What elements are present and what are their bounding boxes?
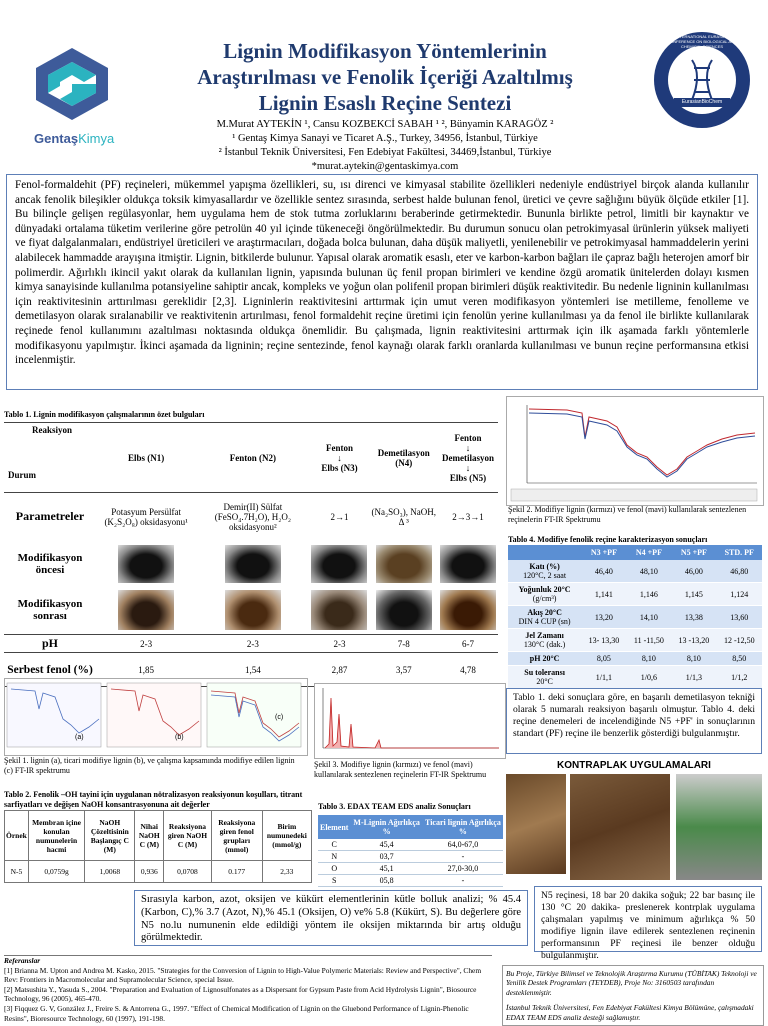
- table1-corner: [4, 423, 96, 493]
- table4-cell: 1/1,3: [671, 666, 716, 689]
- table1-col-n5-arrow1: ↓: [465, 442, 471, 453]
- abstract-box: Fenol-formaldehit (PF) reçineleri, mükemmel yapışma özellikleri, su, ısı direnci ve kimyasal stabilite özellikleri nedeniyle endüstriyel birçok alanda kullanılır ancak fenolik bileşikler oldukça toksik kimyasallardır ve özellikle sentez sırasında, serbest halde bulunan fenol, üretici ve çevre sağlığını büyük ölçüde etkiler [1]. Bu bilinçle gelişen regülasyonlar, hem uygulama hem de stok tutma zorluklarını beraberinde getirmektedir. Bununla birlikte petrol, limitli bir kaynaktır ve dünyadaki ortalama tüketim verilerine göre petrolün 40 yıl içinde tükeneceği öngörülmektedir. Bu durumun sonucu olan petrokimyasal ürünlerin yüksek maliyeti ve fiyat dalgalanmaları, endüstriyel üreticileri ve araştırmacıları, doğada bolca bulunan, daha düşük maliyetli, yenilenebilir ve petrokimyasal hammaddelerin yerini alabilecek hammadde arayışına itmiştir. Lignin, bitkilerde bulunur. Yapısal olarak aromatik esaslı, eter ve karbon-karbon bağları ile çapraz bağlı heterojen amorf bir polimerdir. Ağırlıklı ikincil yakıt olarak da kullanılan lignin, yapısında bulunan üç fenil propan birimleri ve kendine özgü aromatik ünitelerden dolayı kısmen kimya sanayisinde kullanılma potansiyeline sahiptir ancak, kompleks ve yoğun olan polifenil propan birimleri düşük reaktivitedir. Bu nedenle ligninin kullanılması için reaktivitesinin arttırılması gereklidir [2,3]. Ligninlerin reaktivitesini arttırmak için umut veren modifikasyon yöntemleri ise metilleme, fenolleme ve demetilasyon olarak sıralanabilir ve reaktivitenin artırılması, fenol formaldehit reçine üretimi için fenolün yerine kullanılması ya da fenol ile birlikte kullanılarak reçinede fenol kullanımını azaltılması noktasında oldukça önemlidir. Bu çalışmada, lignin reaktivitesini arttırmak için ilk aşamada farklı yöntemlerle modifikasyonu yapılmıştır. İkinci aşamada da ligninin; reçine sentezinde, fenol kaynağı olarak farklı oranlarda kullanılması ve bunun reçine performansına etkisi incelenmiştir.: [6, 174, 758, 390]
- table4-cell: 13,38: [671, 606, 716, 629]
- table4-row-label-sub: (g/cm³): [532, 594, 557, 603]
- table1-phenol-label: Serbest fenol (%): [7, 663, 93, 676]
- chart-legend-strip: [511, 489, 757, 501]
- reference-item: [1] Brianna M. Upton and Andrea M. Kasko, 2015. "Strategies for the Conversion of Lignin to High-Value Polymeric Materials: Review and Perspective", Chem Rev: Frontiers in Macromolecular and Supramolecular Science, special Issue.: [4, 965, 482, 985]
- seal-banner: EurasianBioChem: [681, 99, 723, 105]
- reference-item: [3] Fiqquez G. V, González J., Freire S. & Antorrena G., 1997. "Effect of Chemical Modification of Lignin on the Gluebond Performance of Lignin-Phenolic Resins", Bioresource Technology, 60 (1997), 191-198.: [4, 1003, 469, 1023]
- table3-cell: -: [423, 851, 503, 863]
- lignin-before-photo: [311, 545, 367, 583]
- table2-caption: Tablo 2. Fenolik –OH tayini için uygulanan nötralizasyon reaksiyonun koşulları, titrant sarfiyatları ve değişen NaOH konsantrasyonuna ait değerler: [4, 790, 303, 809]
- conference-seal: [652, 30, 752, 130]
- table1: [4, 422, 498, 687]
- table4-row-label-main: Jel Zamanı: [525, 631, 564, 640]
- table4-cell: 13 -13,20: [671, 629, 716, 652]
- table3-cell: O: [318, 863, 350, 875]
- ftir-panel-b: [107, 683, 201, 747]
- lignin-before-photo: [118, 545, 174, 583]
- table1-params-row: [4, 493, 498, 541]
- lignin-before-photo: [376, 545, 432, 583]
- table1-ph-cell: 2-3: [246, 638, 259, 649]
- table4-cell: 1,145: [671, 583, 716, 606]
- table4-cell: 8,05: [581, 652, 626, 666]
- table2-cell: 0,936: [135, 861, 164, 883]
- table3-row: [318, 863, 503, 875]
- table4-row-label-main: Akış 20°C: [527, 608, 562, 617]
- table2-row: [5, 861, 312, 883]
- lignin-after-photo: [440, 590, 496, 630]
- table2-header: Birim numunedeki (mmol/g): [262, 811, 311, 861]
- table4-row-label-sub: 130°C (dak.): [523, 640, 566, 649]
- table2-cell: 0.177: [211, 861, 262, 883]
- table1-phenol-cell: 2,87: [331, 664, 348, 675]
- table4-row: [508, 629, 762, 652]
- table3-row: [318, 875, 503, 887]
- table3-header: M-Lignin Ağırlıkça %: [350, 815, 422, 839]
- panel-b-label: (b): [175, 734, 184, 741]
- table1-col-n5-line1: Fenton: [454, 432, 482, 443]
- photo-cell: [369, 541, 438, 587]
- table4-row-label-main: Yoğunluk 20°C: [518, 585, 571, 594]
- resin-series-phenol: [529, 413, 755, 477]
- table1-param-cell: Demir(II) Sülfat (FeSO₄.7H₂O), H₂O₂ oksidasyonu²: [214, 501, 292, 532]
- table1-col-n5-line2: Demetilasyon: [441, 452, 494, 463]
- lignin-before-photo: [225, 545, 281, 583]
- table1-param-cell: 2→1: [330, 511, 349, 522]
- table4-row-label-sub: DIN 4 CUP (sn): [518, 617, 571, 626]
- table4-cell: 1/0,6: [627, 666, 672, 689]
- lignin-after-photo: [118, 590, 174, 630]
- photo-cell: [438, 587, 498, 635]
- lignin-after-photo: [311, 590, 367, 630]
- acknowledgement-1: Bu Proje, Türkiye Bilimsel ve Teknolojik Araştırma Kurumu (TÜBİTAK) Teknoloji ve Yenilik Destek Programları (TEYDEB), Proje No: 3160503 tarafından desteklenmiştir.: [506, 969, 757, 997]
- eds-spectrum-chart: [314, 683, 506, 759]
- table1-col-n2: Fenton (N2): [229, 452, 276, 463]
- table1-col-n1: Elbs (N1): [128, 452, 165, 463]
- title-line-2: Araştırılması ve Fenolik İçeriği Azaltılmış: [197, 65, 573, 89]
- lignin-after-photo: [225, 590, 281, 630]
- table1-phenol-cell: 1,85: [138, 664, 154, 675]
- table3-caption: Tablo 3. EDAX TEAM EDS analiz Sonuçları: [318, 802, 471, 811]
- table1-header-row: [4, 423, 498, 493]
- press-machine-photo: [676, 774, 762, 880]
- table4-row-label: [508, 606, 581, 629]
- table4-row-label: [508, 652, 581, 666]
- table1-param-cell: 2→3→1: [452, 511, 484, 522]
- table4-row-label-main: pH 20°C: [529, 654, 560, 663]
- table4-cell: 13,20: [581, 606, 626, 629]
- table4-cell: 46,40: [581, 560, 626, 583]
- table1-before-row: [4, 541, 498, 587]
- contact-email: *murat.aytekin@gentaskimya.com: [311, 161, 459, 172]
- table4-cell: 12 -12,50: [717, 629, 762, 652]
- table4-cell: 13- 13,30: [581, 629, 626, 652]
- table2: [4, 810, 312, 883]
- table4-row: [508, 560, 762, 583]
- table4-row-label-main: Katı (%): [529, 562, 560, 571]
- logo-text-light: Kimya: [78, 131, 115, 146]
- table1-phenol-cell: 1,54: [244, 664, 261, 675]
- table2-header: Örnek: [5, 811, 29, 861]
- table3-cell: 27,0-30,0: [423, 863, 503, 875]
- table4-cell: 11 -11,50: [627, 629, 672, 652]
- photo-cell: [309, 541, 369, 587]
- table1-caption: Tablo 1. Lignin modifikasyon çalışmalarının özet bulguları: [4, 410, 205, 419]
- fig2-caption: Şekil 2. Modifiye lignin (kırmızı) ve fenol (mavi) kullanılarak sentezlenen reçinelerin FT-IR Spektrumu: [508, 505, 747, 524]
- table1-phenol-cell: 4,78: [460, 664, 476, 675]
- table4-header: N5 +PF: [671, 545, 716, 560]
- table1-before-label: Modifikasyon öncesi: [17, 551, 83, 576]
- title-line-1: Lignin Modifikasyon Yöntemlerinin: [223, 39, 547, 63]
- table3-cell: S: [318, 875, 350, 887]
- table3-row: [318, 839, 503, 851]
- photo-cell: [369, 587, 438, 635]
- table1-param-cell: (Na₂SO₃), NaOH, Δ ³: [371, 506, 436, 527]
- seal-text: INTERNATIONAL EURASIAN CONFERENCE ON BIOLOGICAL AND CHEMICAL SCIENCES: [667, 34, 737, 49]
- table4-caption: Tablo 4. Modifiye fenolik reçine karakterizasyon sonuçları: [508, 535, 708, 544]
- eds-spectrum-trace: [325, 698, 499, 748]
- table1-ph-row: [4, 635, 498, 653]
- table3-cell: -: [423, 875, 503, 887]
- table2-cell: 0,0708: [164, 861, 212, 883]
- table3-cell: 45,1: [350, 863, 422, 875]
- table4-header: N4 +PF: [627, 545, 672, 560]
- table4-header: [508, 545, 581, 560]
- table1-ph-cell: 2-3: [140, 638, 153, 649]
- table4-cell: 46,80: [717, 560, 762, 583]
- table3-header-row: [318, 815, 503, 839]
- table3-cell: C: [318, 839, 350, 851]
- ftir-lignin-plot: [5, 679, 305, 753]
- table4-row-label-sub: 120°C, 2 saat: [523, 571, 567, 580]
- table1-col-n5-line3: Elbs (N5): [449, 472, 487, 483]
- lignin-after-photo: [376, 590, 432, 630]
- table4-row: [508, 666, 762, 689]
- fig1-caption: Şekil 1. lignin (a), ticari modifiye lignin (b), ve çalışma kapsamında modifiye edilen lignin (c) FT-IR spektrumu: [4, 756, 295, 775]
- table4-row-label-main: Su toleransı: [524, 668, 565, 677]
- logo-text-bold: Gentaş: [34, 131, 79, 146]
- affiliation-1: ¹ Gentaş Kimya Sanayi ve Ticaret A.Ş., Turkey, 34956, İstanbul, Türkiye: [232, 133, 538, 144]
- acknowledgement-box: [502, 965, 764, 1026]
- table1-col-n3-line2: Elbs (N3): [321, 462, 358, 473]
- table4-cell: 13,60: [717, 606, 762, 629]
- ftir-panel-a: [7, 683, 101, 747]
- fig3-caption: Şekil 3. Modifiye lignin (kırmızı) ve fenol (mavi) kullanılarak sentezlenen reçinelerin FT-IR Spektrumu: [314, 760, 487, 779]
- table4-cell: 1/1,2: [717, 666, 762, 689]
- table1-col-n3-line1: Fenton: [325, 442, 353, 453]
- table3-row: [318, 851, 503, 863]
- photo-cell: [309, 587, 369, 635]
- photo-cell: [96, 587, 196, 635]
- table2-header-row: [5, 811, 312, 861]
- table4-row: [508, 583, 762, 606]
- result-summary-box: Tablo 1. deki sonuçlara göre, en başarılı demetilasyon tekniği olarak 5 numaralı reaksiyon başarılı olmuştur. Tablo 4. deki reçine denemeleri de incelendiğinde N5 +PF' in sonuçlarının standart (PF) reçine ile benzerlik gösterdiği bulgulanmıştır.: [506, 688, 762, 754]
- panel-c-label: (c): [275, 714, 284, 721]
- gentas-logo: [22, 44, 122, 154]
- table2-header: Nihai NaOH C (M): [135, 811, 164, 861]
- table2-header: Reaksiyona giren fenol grupları (mmol): [211, 811, 262, 861]
- poster-title: [120, 38, 650, 116]
- table4-row-label: [508, 583, 581, 606]
- table3-cell: N: [318, 851, 350, 863]
- affiliation-2: ² İstanbul Teknik Üniversitesi, Fen Edebiyat Fakültesi, 34469,İstanbul, Türkiye: [218, 147, 552, 158]
- photo-cell: [196, 587, 309, 635]
- plywood-result-box: N5 reçinesi, 18 bar 20 dakika soğuk; 22 bar basınç ile 130 °C 20 dakika- preslenerek kontrplak uygulama çalışmaları yapılmış ve minimum ağırlıkça % 50 modifiye lignin ilave edilerek sentezlenen reçinenin performansının PF reçinesi ile benzer olduğu bulgulanmıştır.: [534, 886, 762, 952]
- table1-param-cell: Potasyum Persülfat (K₂S₂O₈) oksidasyonu¹: [104, 506, 188, 527]
- ftir-resin-plot: [507, 397, 761, 503]
- table3-header: Ticari lignin Ağırlıkça %: [423, 815, 503, 839]
- table2-header: NaOH Çözeltisinin Başlangıç C (M): [85, 811, 135, 861]
- table4-cell: 1/1,1: [581, 666, 626, 689]
- table1-corner-bottom: Durum: [8, 470, 37, 480]
- table4-cell: 46,00: [671, 560, 716, 583]
- panel-a-label: (a): [75, 734, 84, 741]
- eds-spectrum-plot: [315, 684, 503, 756]
- table2-header: Membran içine konulan numunelerin hacmi: [28, 811, 84, 861]
- table4: [508, 545, 762, 689]
- table2-cell: N-5: [5, 861, 29, 883]
- plywood-photo-2: [570, 774, 670, 880]
- table3-cell: 03,7: [350, 851, 422, 863]
- ftir-resin-chart: [506, 396, 764, 506]
- table2-cell: 1,0068: [85, 861, 135, 883]
- table4-cell: 1,141: [581, 583, 626, 606]
- table1-col-n5-arrow2: ↓: [465, 462, 471, 473]
- table1-col-n4: Demetilasyon (N4): [377, 447, 430, 468]
- table4-cell: 8,50: [717, 652, 762, 666]
- table4-cell: 8,10: [671, 652, 716, 666]
- photo-cell: [438, 541, 498, 587]
- table3-cell: 05,8: [350, 875, 422, 887]
- photo-cell: [196, 541, 309, 587]
- table1-corner-top: Reaksiyon: [32, 425, 73, 435]
- table1-ph-cell: 7-8: [397, 638, 410, 649]
- table4-row: [508, 652, 762, 666]
- element-analysis-box: Sırasıyla karbon, azot, oksijen ve kükürt elementlerinin kütle bolluk analizi; % 45.4 (Karbon, C),% 3.7 (Azot, N),% 45.1 (Oksijen, O) ve% 5.8 (Kükürt, S). Bu değerlere göre N5 no.lu numunenin elde edildiği yöntem ile oksijen miktarında bir artış olduğu görülmektedir.: [134, 890, 528, 946]
- table1-params-label: Parametreler: [15, 509, 85, 524]
- reference-item: [2] Matsushita Y., Yasuda S., 2004. "Preparation and Evaluation of Lignosulfonates as a Dispersant for Gypsum Paste from Acid Hydrolysis Lignin", Biosource Technology, 96 (2005), 465-470.: [4, 984, 477, 1004]
- table4-cell: 14,10: [627, 606, 672, 629]
- table1-col-n5: [438, 423, 498, 493]
- table3-cell: 45,4: [350, 839, 422, 851]
- table1-phenol-cell: 3,57: [395, 664, 412, 675]
- table4-cell: 48,10: [627, 560, 672, 583]
- table2-cell: 0,0759g: [28, 861, 84, 883]
- ftir-lignin-figure: [4, 678, 308, 756]
- table1-ph-cell: 6-7: [461, 638, 474, 649]
- photo-cell: [96, 541, 196, 587]
- table4-row-label: [508, 560, 581, 583]
- authors-block: [150, 118, 620, 174]
- plywood-photo-1: [506, 774, 566, 874]
- kontraplak-title: KONTRAPLAK UYGULAMALARI: [557, 760, 711, 771]
- references: [4, 955, 492, 1023]
- table4-row-label: [508, 666, 581, 689]
- table4-row: [508, 606, 762, 629]
- gentas-logo-mark-icon: [22, 44, 122, 124]
- table1-ph-cell: 2-3: [333, 638, 346, 649]
- table4-header: STD. PF: [717, 545, 762, 560]
- table3-header: Element: [318, 815, 350, 839]
- table1-col-n3-arrow: ↓: [337, 452, 342, 463]
- lignin-before-photo: [440, 545, 496, 583]
- ftir-panel-c: [207, 683, 301, 747]
- table1-ph-label: pH: [41, 636, 58, 650]
- table4-cell: 1,124: [717, 583, 762, 606]
- acknowledgement-2: İstanbul Teknik Üniversitesi, Fen Edebiyat Fakültesi Kimya Bölümüne, çalışmadaki EDAX TEAM EDS analiz desteği sağlamıştır.: [506, 1003, 754, 1022]
- table2-header: Reaksiyona giren NaOH C (M): [164, 811, 212, 861]
- table3: [318, 815, 503, 887]
- table4-cell: 8,10: [627, 652, 672, 666]
- table2-cell: 2,33: [262, 861, 311, 883]
- table4-header: N3 +PF: [581, 545, 626, 560]
- table1-after-label: Modifikasyon sonrası: [17, 598, 83, 623]
- table4-cell: 1,146: [627, 583, 672, 606]
- table4-row-label-sub: 20°C: [536, 677, 553, 686]
- table3-cell: 64,0-67,0: [423, 839, 503, 851]
- table4-row-label: [508, 629, 581, 652]
- author-names: M.Murat AYTEKİN ¹, Cansu KOZBEKCİ SABAH ¹ ², Bünyamin KARAGÖZ ²: [216, 119, 554, 130]
- table1-after-row: [4, 587, 498, 635]
- title-line-3: Lignin Esaslı Reçine Sentezi: [258, 91, 512, 115]
- table4-header-row: [508, 545, 762, 560]
- references-heading: Referanslar: [4, 955, 492, 966]
- table1-col-n3: [309, 423, 369, 493]
